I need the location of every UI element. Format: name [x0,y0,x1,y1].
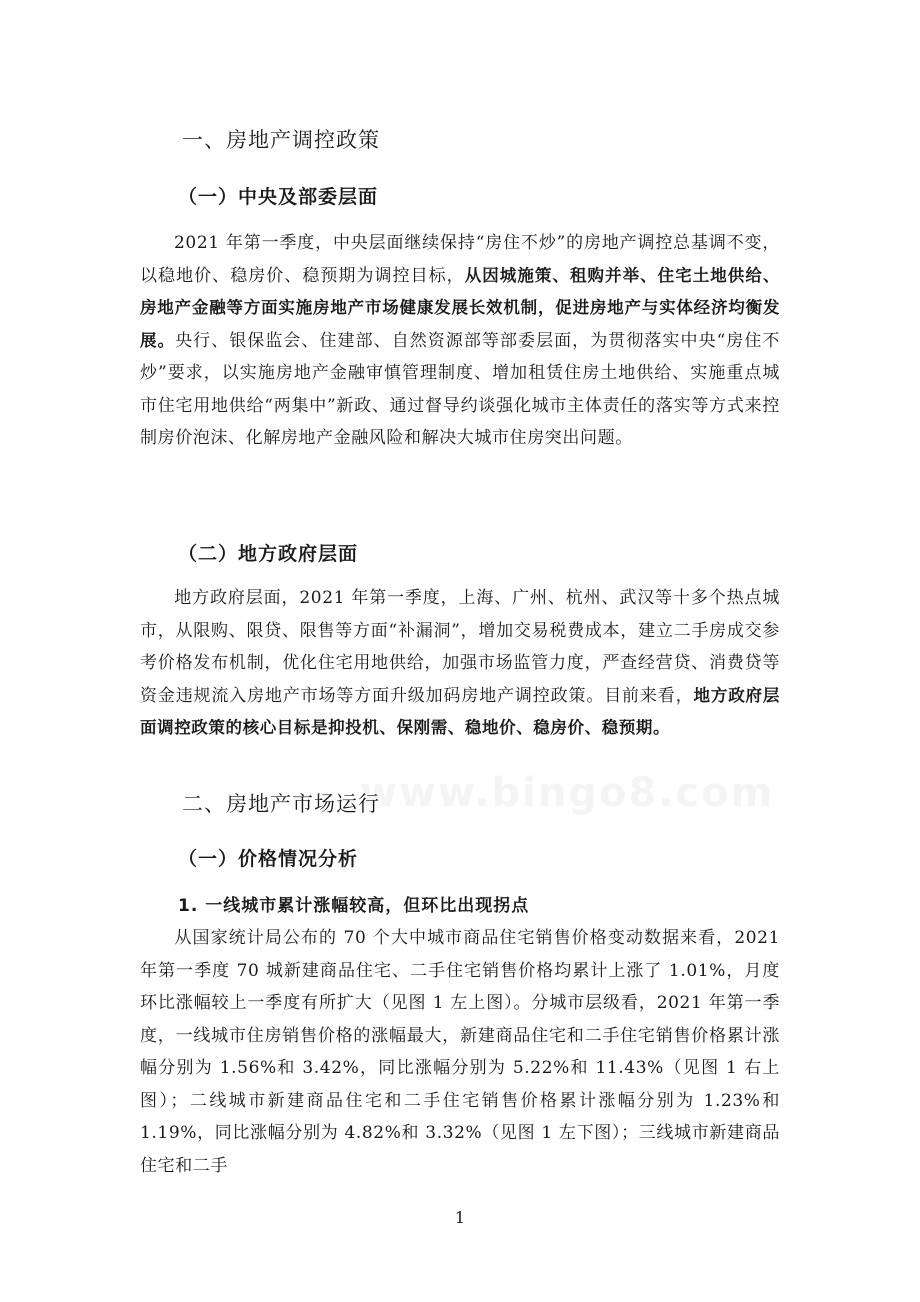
page-number: 1 [454,1208,466,1227]
paragraph-local-emphasis: 地方政府层面调控政策的核心目标是抑投机、保刚需、稳地价、稳房价、稳预期。 [140,685,781,737]
item-heading-first-tier: 1. 一线城市累计涨幅较高，但环比出现拐点 [178,896,530,916]
paragraph-local-lead: 地方政府层面，2021 年第一季度，上海、广州、杭州、武汉等十多个热点城市，从限购、限贷、限售等方面“补漏洞”，增加交易税费成本，建立二手房成交参考价格发布机制，优化住宅用地供给，加强市场监管力度，严查经营贷、消费贷等资金违规流入房地产市场等方面升级加码房地产调控政策。目前来看， [140,588,780,706]
paragraph-central-emphasis: 从因城施策、租购并举、住宅土地供给、房地产金融等方面实施房地产市场健康发展长效机制，促进房地产与实体经济均衡发展。 [140,265,780,350]
paragraph-central-policy [140,227,780,455]
paragraph-local-policy [140,582,780,745]
paragraph-central-lead: 2021 年第一季度，中央层面继续保持“房住不炒”的房地产调控总基调不变，以稳地价、稳房价、稳预期为调控目标， [140,233,780,286]
paragraph-central-tail: 央行、银保监会、住建部、自然资源部等部委层面，为贯彻落实中央“房住不炒”要求，以实施房地产金融审慎管理制度、增加租赁住房土地供给、实施重点城市住宅用地供给“两集中”新政、通过督导约谈强化城市主体责任的落实等方式来控制房价泡沫、化解房地产金融风险和解决大城市住房突出问题。 [140,330,781,448]
paragraph-price-text: 从国家统计局公布的 70 个大中城市商品住宅销售价格变动数据来看，2021 年第一季度 70 城新建商品住宅、二手住宅销售价格均累计上涨了 1.01%，月度环比涨幅较上一季度有所扩大（见图 1 左上图）。分城市层级看，2021 年第一季度，一线城市住房销售价格的涨幅最大，新建商品住宅和二手住宅销售价格累计涨幅分别为 1.56%和 3.42%，同比涨幅分别为 5.22%和 11.43%（见图 1 右上图）；二线城市新建商品住宅和二手住宅销售价格累计涨幅分别为 1.23%和 1.19%，同比涨幅分别为 4.82%和 3.32%（见图 1 左下图）；三线城市新建商品住宅和二手 [140,928,780,1176]
watermark: www.bingo8.com [360,770,775,816]
subsection-heading-central: （一）中央及部委层面 [178,186,379,208]
subsection-heading-price: （一）价格情况分析 [178,848,359,870]
subsection-heading-local: （二）地方政府层面 [178,543,359,565]
section-heading-1: 一、房地产调控政策 [182,128,380,152]
section-heading-2: 二、房地产市场运行 [182,792,380,816]
paragraph-price-analysis [140,922,780,1182]
